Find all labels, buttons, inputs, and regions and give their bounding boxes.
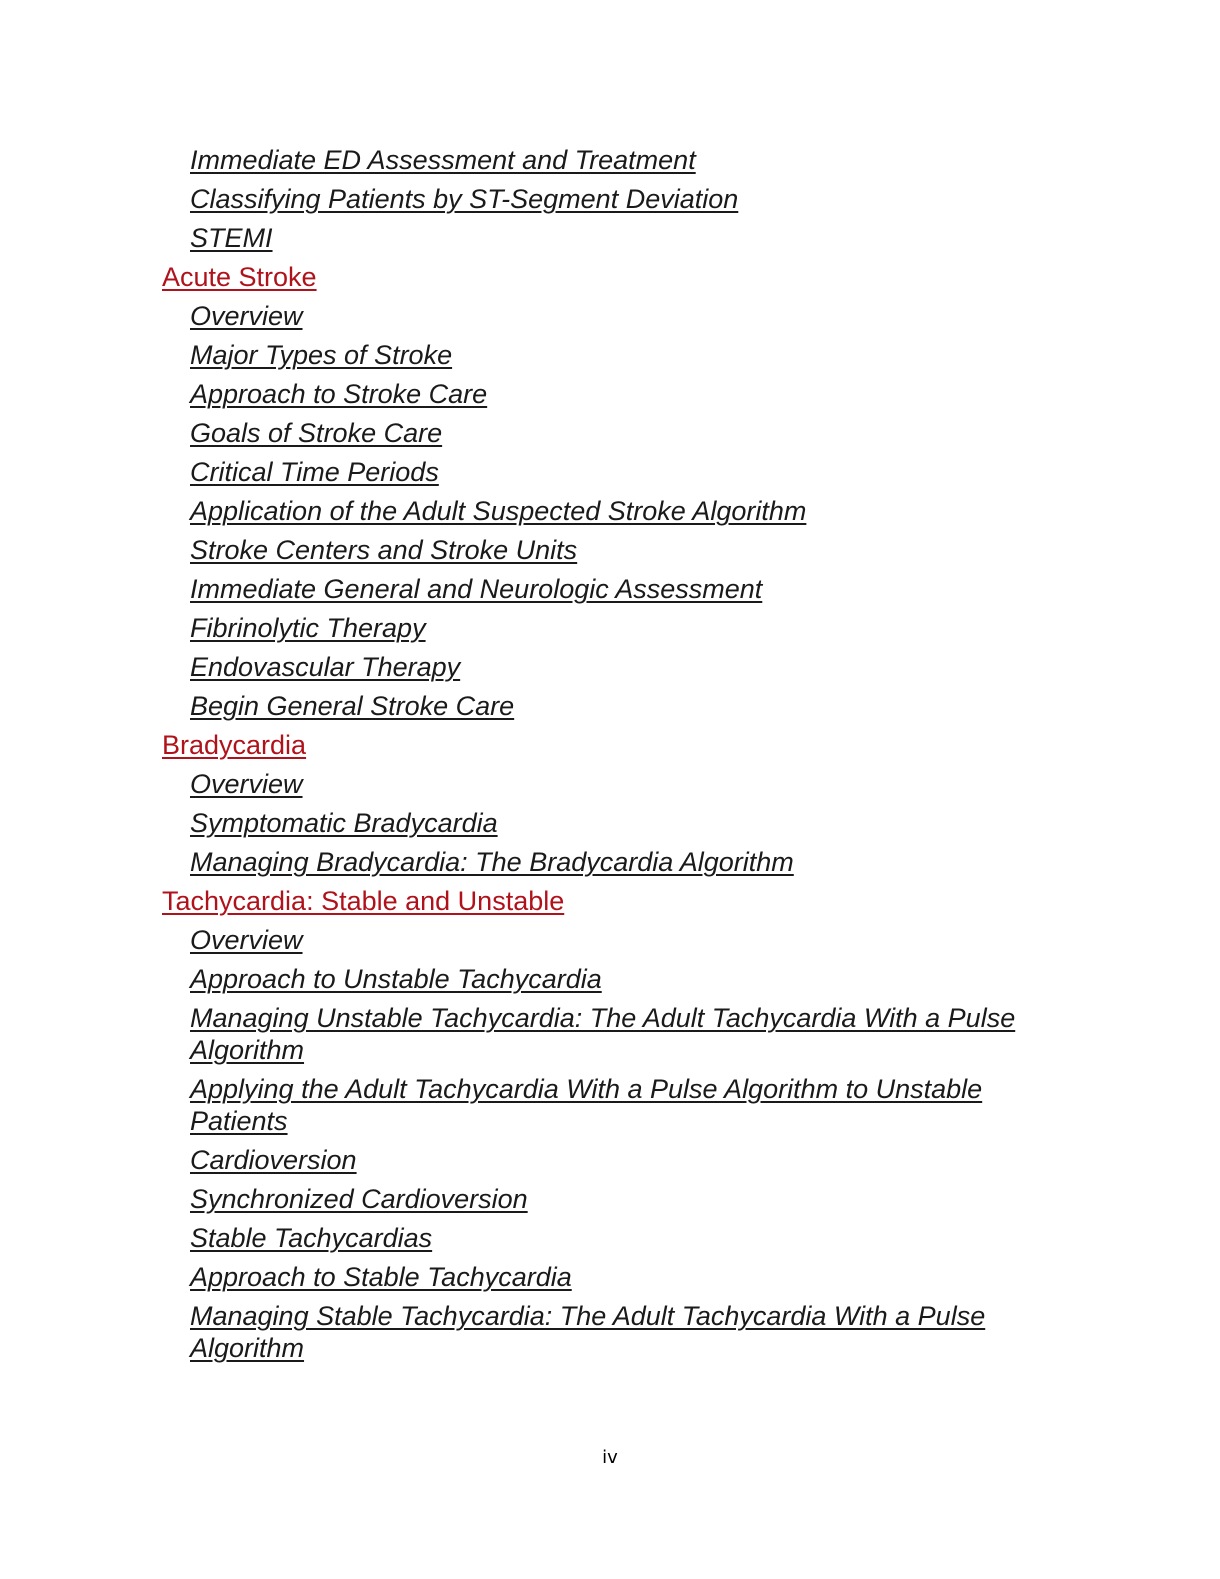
toc-link-stable-tachycardias[interactable]: Stable Tachycardias: [190, 1223, 433, 1253]
table-of-contents: [162, 141, 1062, 1368]
toc-link-bradycardia-algorithm[interactable]: Managing Bradycardia: The Bradycardia Algorithm: [190, 847, 794, 877]
toc-section-bradycardia[interactable]: Bradycardia: [162, 730, 307, 760]
toc-link-stemi[interactable]: STEMI: [190, 223, 273, 253]
toc-link-suspected-stroke-algorithm[interactable]: Application of the Adult Suspected Stroke Algorithm: [190, 496, 807, 526]
toc-link-tachycardia-overview[interactable]: Overview: [190, 925, 303, 955]
toc-link-cardioversion[interactable]: Cardioversion: [190, 1145, 357, 1175]
toc-link-approach-to-stroke-care[interactable]: Approach to Stroke Care: [190, 379, 488, 409]
toc-link-major-types-of-stroke[interactable]: Major Types of Stroke: [190, 340, 453, 370]
toc-link-neurologic-assessment[interactable]: Immediate General and Neurologic Assessment: [190, 574, 763, 604]
toc-link-managing-unstable-tachycardia[interactable]: Managing Unstable Tachycardia: The Adult Tachycardia With a Pulse Algorithm: [190, 1003, 1016, 1065]
toc-link-fibrinolytic-therapy[interactable]: Fibrinolytic Therapy: [190, 613, 426, 643]
toc-link-stroke-centers[interactable]: Stroke Centers and Stroke Units: [190, 535, 578, 565]
toc-link-approach-stable-tachycardia[interactable]: Approach to Stable Tachycardia: [190, 1262, 572, 1292]
toc-section-acute-stroke[interactable]: Acute Stroke: [162, 262, 317, 292]
toc-link-endovascular-therapy[interactable]: Endovascular Therapy: [190, 652, 461, 682]
toc-link-general-stroke-care[interactable]: Begin General Stroke Care: [190, 691, 515, 721]
toc-link-synchronized-cardioversion[interactable]: Synchronized Cardioversion: [190, 1184, 528, 1214]
toc-link-bradycardia-overview[interactable]: Overview: [190, 769, 303, 799]
toc-link-classifying-patients[interactable]: Classifying Patients by ST-Segment Deviation: [190, 184, 739, 214]
toc-section-tachycardia[interactable]: Tachycardia: Stable and Unstable: [162, 886, 565, 916]
toc-link-symptomatic-bradycardia[interactable]: Symptomatic Bradycardia: [190, 808, 498, 838]
toc-link-approach-unstable-tachycardia[interactable]: Approach to Unstable Tachycardia: [190, 964, 602, 994]
toc-link-immediate-ed-assessment[interactable]: Immediate ED Assessment and Treatment: [190, 145, 696, 175]
page-number: iv: [602, 1447, 618, 1468]
toc-link-critical-time-periods[interactable]: Critical Time Periods: [190, 457, 439, 487]
toc-link-stroke-overview[interactable]: Overview: [190, 301, 303, 331]
toc-link-goals-of-stroke-care[interactable]: Goals of Stroke Care: [190, 418, 443, 448]
toc-link-managing-stable-tachycardia[interactable]: Managing Stable Tachycardia: The Adult Tachycardia With a Pulse Algorithm: [190, 1301, 986, 1363]
toc-link-applying-tachycardia-algorithm[interactable]: Applying the Adult Tachycardia With a Pulse Algorithm to Unstable Patients: [190, 1074, 983, 1136]
